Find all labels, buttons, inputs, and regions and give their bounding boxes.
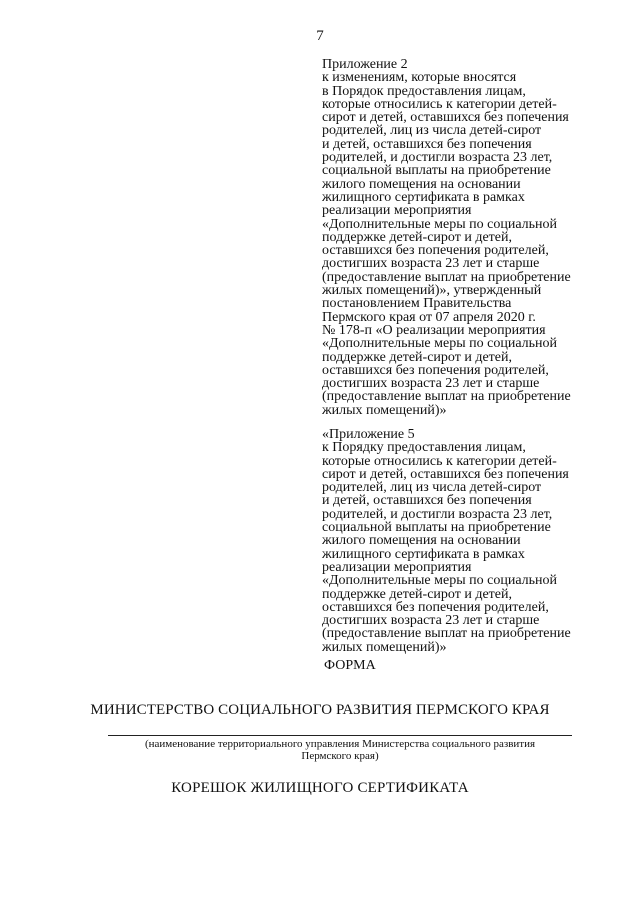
appendix-text-line: жилищного сертификата в рамках [322,189,525,205]
appendix-text-line: которые относились к категории детей- [322,96,557,112]
appendix-text-line: сирот и детей, оставшихся без попечения [322,466,569,482]
appendix-text-line: «Приложение 5 [322,427,415,442]
appendix-text-line: к изменениям, которые вносятся [322,70,517,86]
appendix-text-line: жилых помещений)» [322,402,447,418]
appendix-text-line: жилых помещений)» [322,639,447,655]
appendix-text-line: поддержке детей-сирот и детей, [322,349,513,365]
appendix-text-line: поддержке детей-сирот и детей, [322,229,513,245]
appendix-text-line: и детей, оставшихся без попечения [322,493,532,509]
appendix-text-line: которые относились к категории детей- [322,453,557,469]
appendix-text-line: «Дополнительные меры по социальной [322,216,558,232]
territorial-office-caption [104,738,576,762]
appendix-text-line: жилого помещения на основании [322,533,521,549]
appendix-text-line: и детей, оставшихся без попечения [322,136,532,152]
appendix-text-line: в Порядок предоставления лицам, [322,83,526,99]
appendix-text-line: родителей, лиц из числа детей-сирот [322,480,542,496]
appendix-text-line: жилых помещений)», утвержденный [322,283,542,299]
appendix-text-line: сирот и детей, оставшихся без попечения [322,110,569,126]
appendix-text-line: «Дополнительные меры по социальной [322,336,558,352]
appendix-text-line: достигших возраста 23 лет и старше [322,256,540,272]
appendix-text-line: оставшихся без попечения родителей, [322,362,549,378]
appendix-text-line: достигших возраста 23 лет и старше [322,613,540,629]
appendix-text-line: жилищного сертификата в рамках [322,546,525,562]
certificate-stub-title: КОРЕШОК ЖИЛИЩНОГО СЕРТИФИКАТА [171,780,469,796]
appendix-2-header [322,58,622,417]
appendix-text-line: социальной выплаты на приобретение [322,520,551,536]
appendix-text-line: оставшихся без попечения родителей, [322,599,549,615]
appendix-text-line: (предоставление выплат на приобретение [322,389,571,405]
form-label: ФОРМА [324,658,376,673]
appendix-text-line: жилого помещения на основании [322,176,521,192]
ministry-title: МИНИСТЕРСТВО СОЦИАЛЬНОГО РАЗВИТИЯ ПЕРМСКОГО КРАЯ [90,702,550,718]
appendix-text-line: поддержке детей-сирот и детей, [322,586,513,602]
page-number: 7 [316,28,324,44]
appendix-text-line: (предоставление выплат на приобретение [322,626,571,642]
appendix-text-line: № 178-п «О реализации мероприятия [322,322,546,338]
appendix-text-line: реализации мероприятия [322,559,472,575]
appendix-text-line: (предоставление выплат на приобретение [322,269,571,285]
underline-rule [108,735,572,736]
caption-line: (наименование территориального управления Министерства социального развития [144,738,536,750]
appendix-text-line: оставшихся без попечения родителей, [322,243,549,259]
appendix-text-line: достигших возраста 23 лет и старше [322,376,540,392]
appendix-text-line: «Дополнительные меры по социальной [322,573,558,589]
appendix-text-line: социальной выплаты на приобретение [322,163,551,179]
appendix-text-line: родителей, и достигли возраста 23 лет, [322,506,553,522]
appendix-text-line: постановлением Правительства [322,296,512,312]
appendix-text-line: Пермского края от 07 апреля 2020 г. [322,309,536,325]
appendix-5-header [322,428,622,654]
appendix-text-line: реализации мероприятия [322,203,472,219]
appendix-text-line: Приложение 2 [322,57,408,72]
caption-line: Пермского края) [301,750,379,762]
appendix-text-line: родителей, и достигли возраста 23 лет, [322,150,553,166]
appendix-text-line: к Порядку предоставления лицам, [322,440,526,456]
appendix-text-line: родителей, лиц из числа детей-сирот [322,123,542,139]
